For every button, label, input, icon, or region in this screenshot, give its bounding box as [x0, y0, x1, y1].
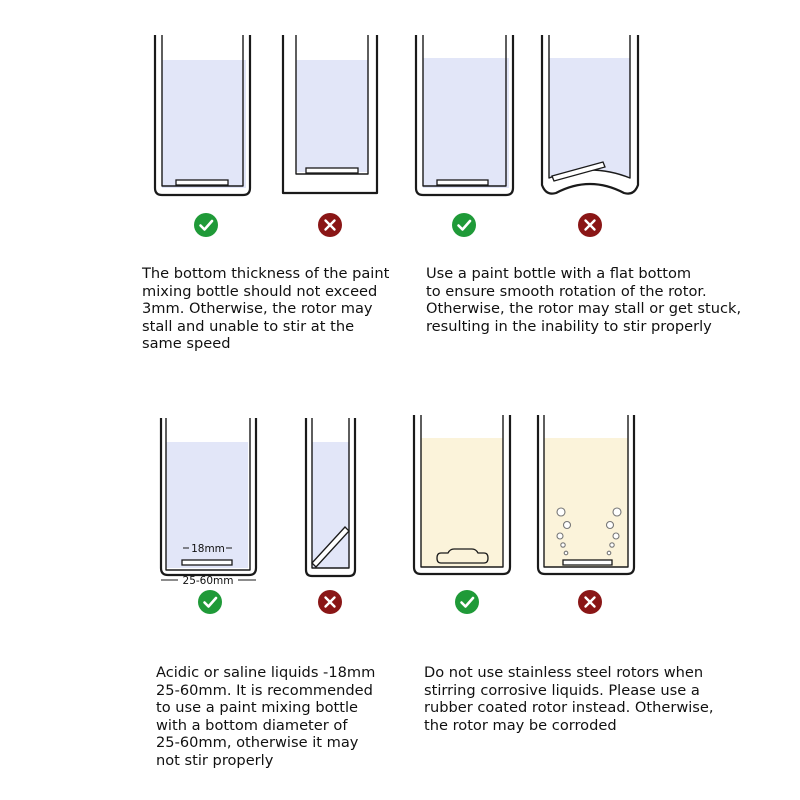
water-fill: [423, 58, 509, 188]
top-left-caption: The bottom thickness of the paint mixing bottle should not exceed 3mm. Otherwise, the rotor may stall and unable to stir at the same speed: [142, 265, 390, 352]
bottle-flat-bottom: [416, 35, 513, 195]
rotor: [182, 560, 232, 565]
rotor-length-dimension: [183, 543, 232, 555]
water-fill: [162, 60, 246, 188]
bottle-rubber-rotor: [414, 415, 510, 574]
check-circle-icon: [452, 213, 476, 237]
x-circle-icon: [578, 590, 602, 614]
check-circle-icon: [194, 213, 218, 237]
bottle-diameter-dimension: [161, 575, 256, 587]
check-circle-icon: [198, 590, 222, 614]
steel-rotor: [563, 560, 612, 565]
paint-fill: [421, 438, 503, 567]
bottle-diameter-label: 25-60mm: [182, 575, 234, 587]
rotor: [437, 180, 488, 185]
top-right-caption: Use a paint bottle with a flat bottom to ensure smooth rotation of the rotor. Otherwise, the rotor may stall or get stuck, resulting in the inability to stir properly: [426, 265, 742, 335]
bottle-wide-diameter: [161, 418, 256, 587]
water-fill: [296, 60, 368, 172]
bottom-right-caption: Do not use stainless steel rotors when stirring corrosive liquids. Please use a rubber coated rotor instead. Otherwise, the rotor may be corroded: [424, 664, 714, 734]
x-circle-icon: [578, 213, 602, 237]
paint-fill: [544, 438, 628, 567]
bottle-narrow: [306, 418, 355, 576]
x-circle-icon: [318, 213, 342, 237]
x-circle-icon: [318, 590, 342, 614]
rotor-length-label: 18mm: [191, 543, 225, 555]
water-fill: [549, 58, 630, 178]
check-circle-icon: [455, 590, 479, 614]
rotor: [306, 168, 358, 173]
bottle-thick-bottom: [283, 35, 377, 193]
bottle-domed-bottom: [542, 35, 638, 194]
bottle-thin-bottom: [155, 35, 250, 195]
rotor: [176, 180, 228, 185]
bottom-left-caption: Acidic or saline liquids -18mm 25-60mm. It is recommended to use a paint mixing bottle with a bottom diameter of 25-60mm, otherwise it may not stir properly: [156, 664, 376, 769]
bottle-steel-rotor: [538, 415, 634, 574]
